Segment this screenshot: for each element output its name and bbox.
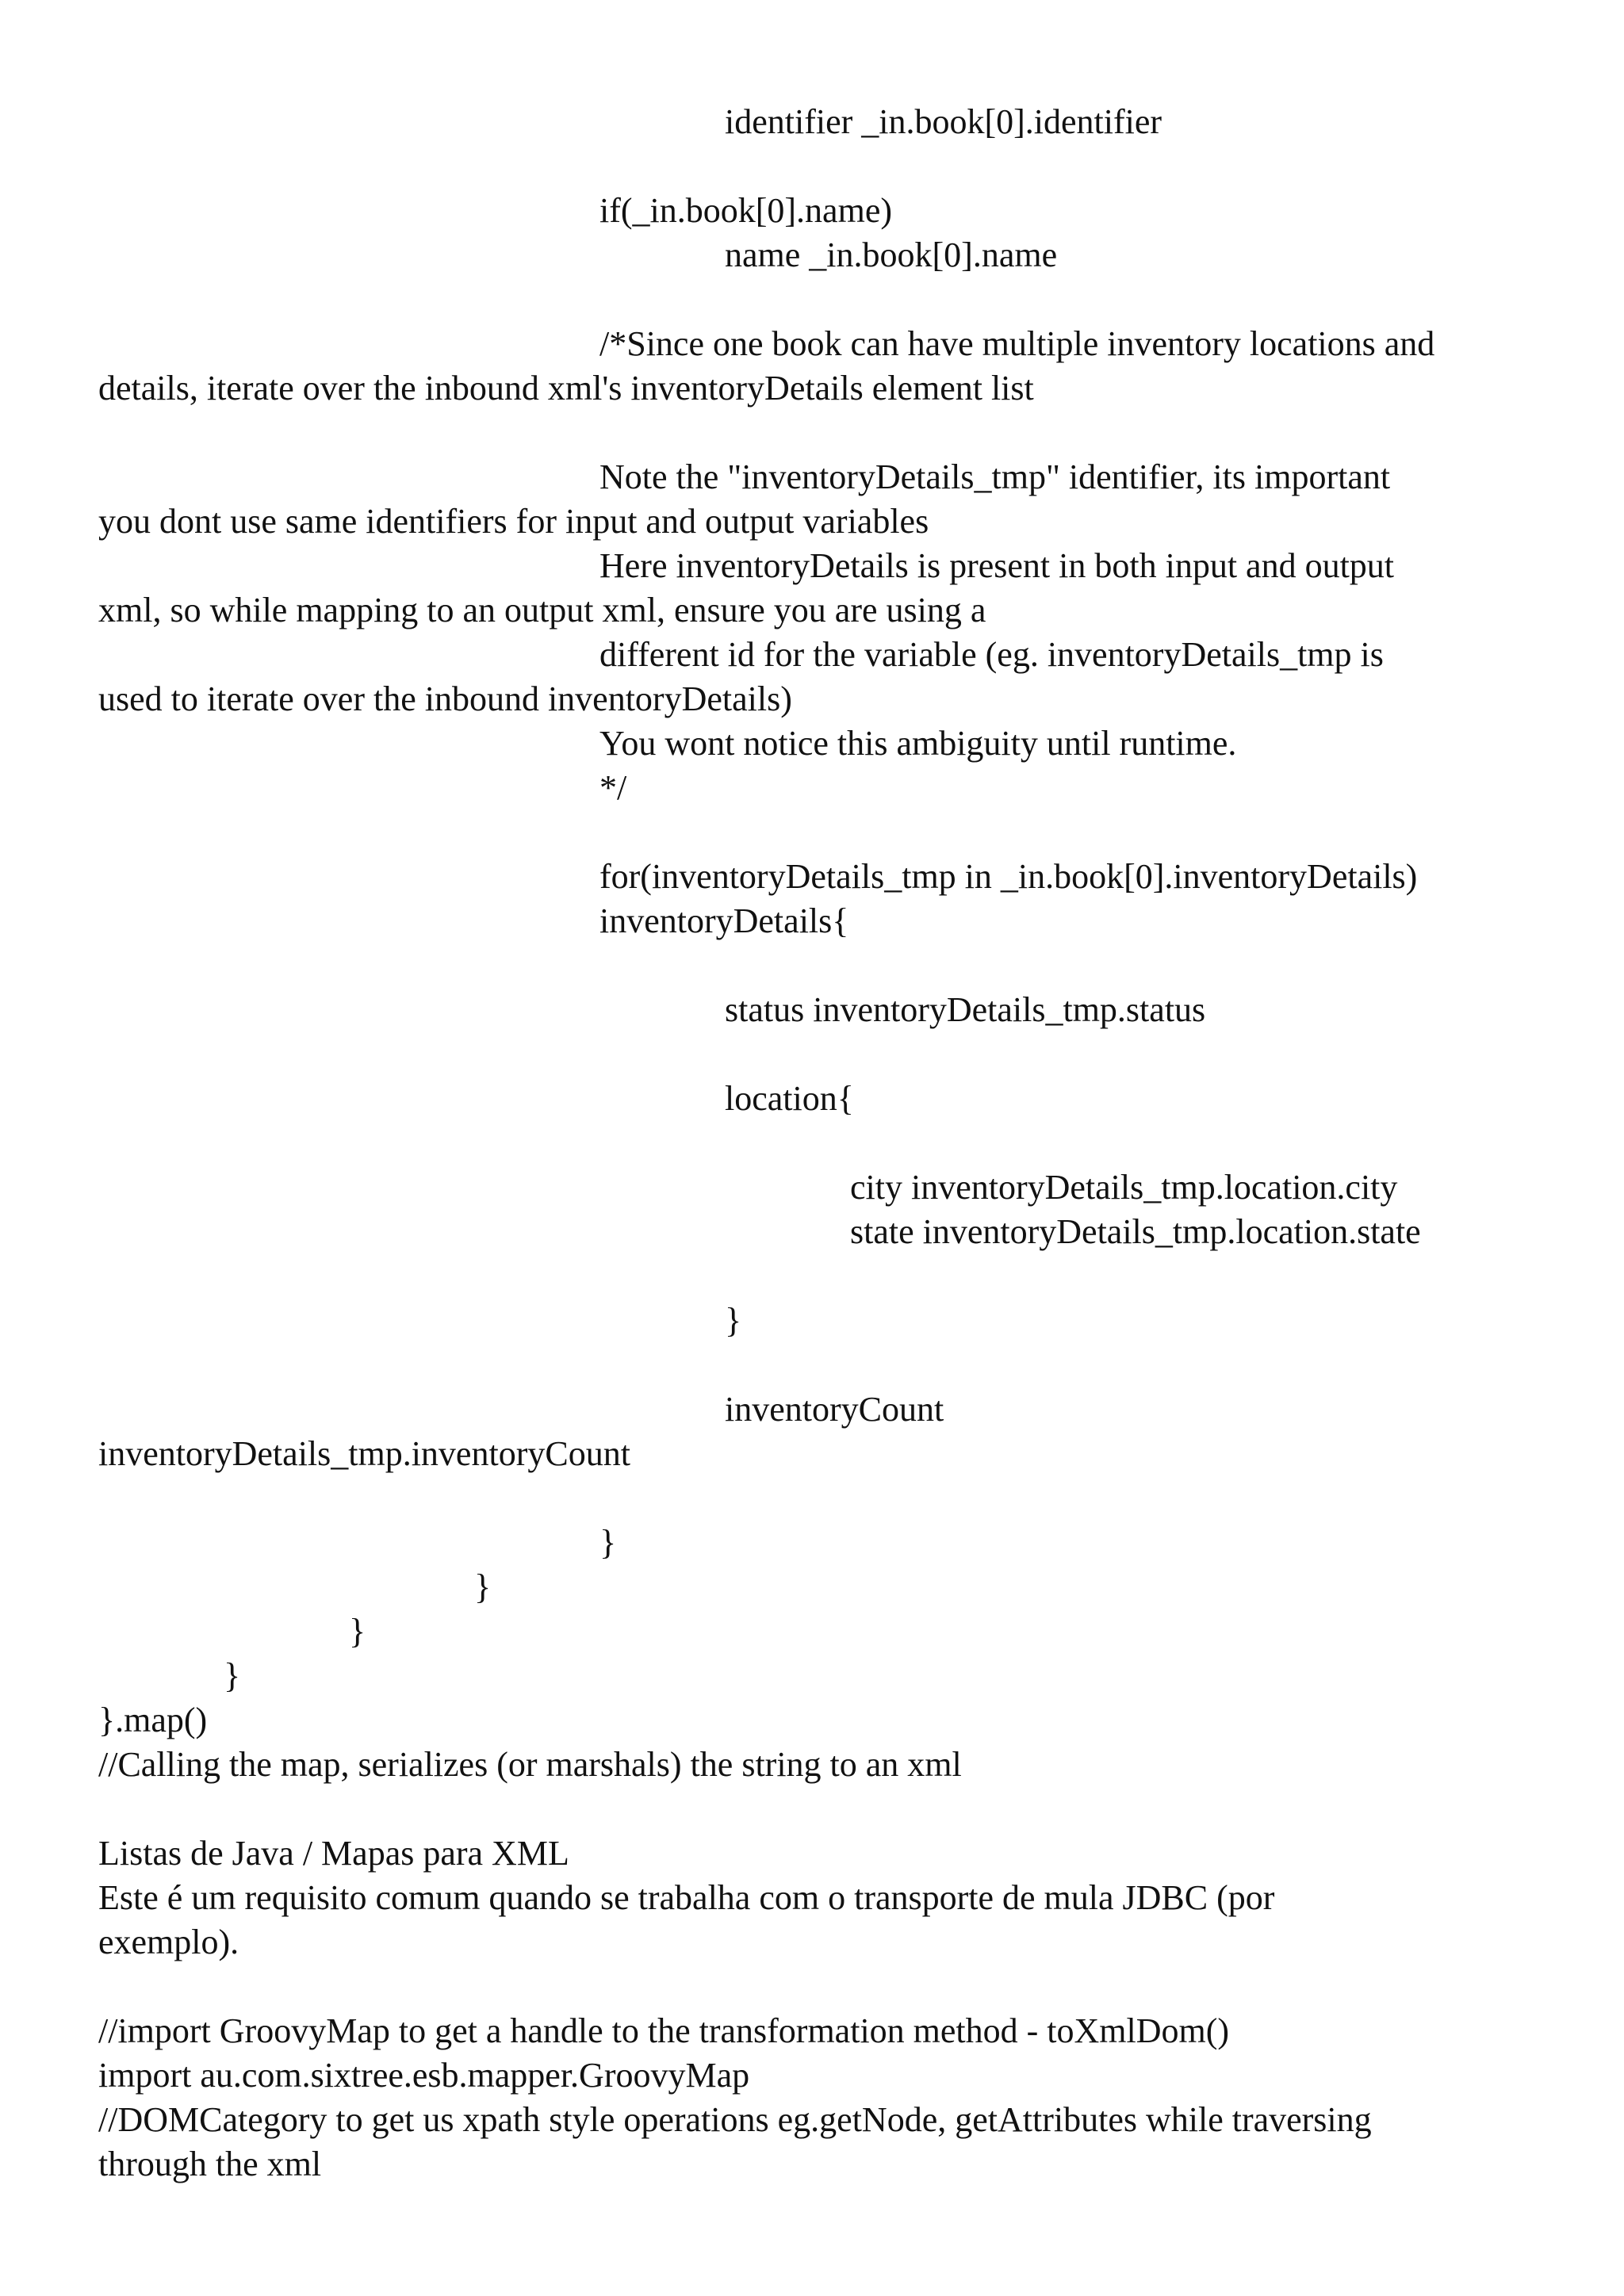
code-line-close-brace: } xyxy=(725,1301,742,1340)
code-comment-import: //import GroovyMap to get a handle to the transformation method - toXmlDom() xyxy=(98,2011,1230,2050)
code-line-inventory-details: inventoryDetails{ xyxy=(599,901,849,940)
comment-line: different id for the variable (eg. inventoryDetails_tmp is xyxy=(599,635,1384,674)
code-line-inventory-count: inventoryCount xyxy=(725,1390,944,1429)
comment-line: /*Since one book can have multiple inventory locations and xyxy=(599,324,1435,363)
code-line-location: location{ xyxy=(725,1079,854,1118)
code-comment-domcategory: //DOMCategory to get us xpath style operations eg.getNode, getAttributes while traversing xyxy=(98,2100,1372,2139)
code-line-close-brace: } xyxy=(474,1567,492,1606)
comment-line: Here inventoryDetails is present in both input and output xyxy=(599,546,1395,585)
paragraph-line: exemplo). xyxy=(98,1923,239,1961)
code-line-map-call: }.map() xyxy=(98,1701,208,1739)
code-line-inventory-count-value: inventoryDetails_tmp.inventoryCount xyxy=(98,1434,630,1473)
code-line-if-name: if(_in.book[0].name) xyxy=(599,191,892,230)
comment-line: you dont use same identifiers for input and output variables xyxy=(98,502,929,541)
code-line-name: name _in.book[0].name xyxy=(725,235,1058,274)
code-line-close-brace: } xyxy=(599,1523,617,1562)
code-comment-map: //Calling the map, serializes (or marshals) the string to an xml xyxy=(98,1745,962,1784)
comment-line: Note the "inventoryDetails_tmp" identifier, its important xyxy=(599,457,1391,496)
code-line-close-brace: } xyxy=(349,1612,366,1651)
comment-line: xml, so while mapping to an output xml, ensure you are using a xyxy=(98,591,986,629)
code-line-status: status inventoryDetails_tmp.status xyxy=(725,990,1206,1029)
comment-line: used to iterate over the inbound inventoryDetails) xyxy=(98,679,792,718)
section-heading: Listas de Java / Mapas para XML xyxy=(98,1834,569,1873)
code-line-state: state inventoryDetails_tmp.location.state xyxy=(850,1212,1421,1251)
comment-end: */ xyxy=(599,768,627,807)
comment-line: You wont notice this ambiguity until runtime. xyxy=(599,724,1237,763)
code-line-close-brace: } xyxy=(224,1656,241,1695)
code-line-for: for(inventoryDetails_tmp in _in.book[0].inventoryDetails) xyxy=(599,857,1418,896)
code-comment-domcategory: through the xml xyxy=(98,2145,322,2183)
code-line-import: import au.com.sixtree.esb.mapper.GroovyMap xyxy=(98,2056,750,2095)
comment-line: details, iterate over the inbound xml's inventoryDetails element list xyxy=(98,369,1034,408)
code-line-identifier: identifier _in.book[0].identifier xyxy=(725,102,1162,141)
code-line-city: city inventoryDetails_tmp.location.city xyxy=(850,1168,1398,1207)
paragraph-line: Este é um requisito comum quando se trabalha com o transporte de mula JDBC (por xyxy=(98,1878,1275,1917)
